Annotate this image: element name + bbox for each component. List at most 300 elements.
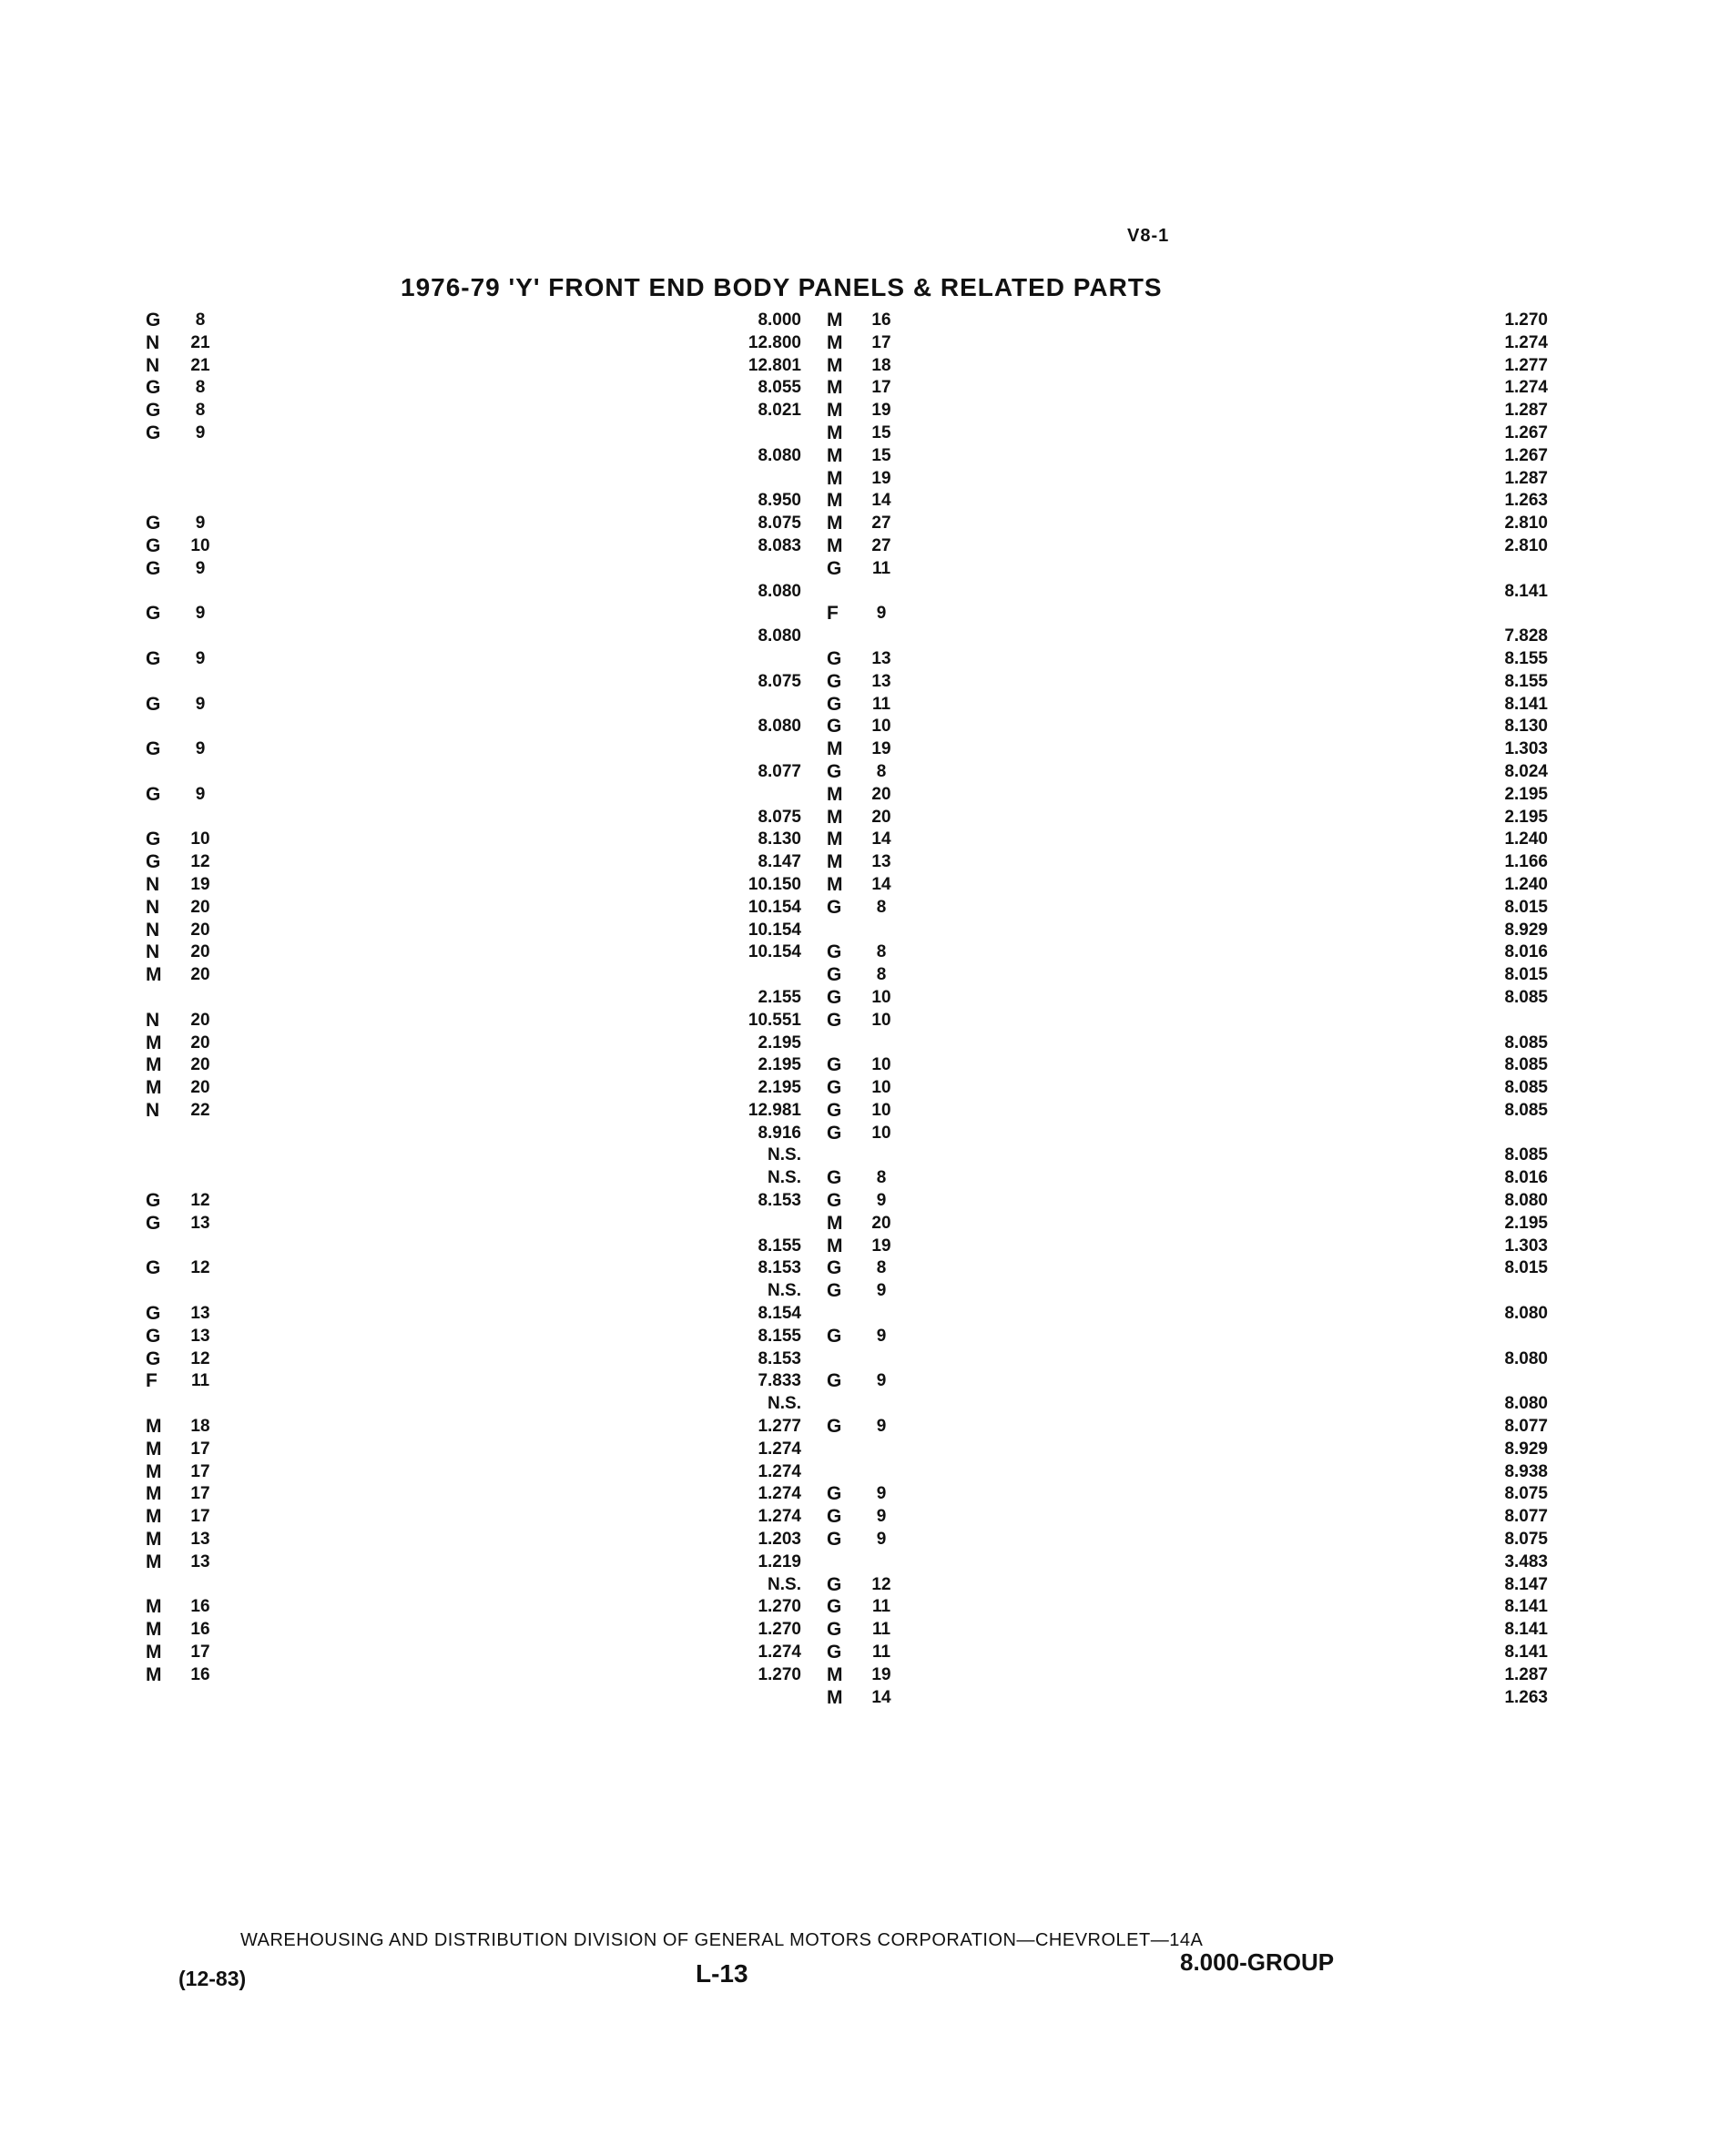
source-code: G	[827, 1506, 842, 1528]
group-number: 8.075	[758, 514, 801, 534]
group-number: 1.267	[1504, 445, 1548, 465]
source-code: N	[146, 896, 160, 918]
illustration-ref: 9	[876, 1417, 887, 1437]
parts-row	[146, 1123, 801, 1145]
group-number: 8.155	[1504, 648, 1548, 668]
source-code: M	[146, 1506, 162, 1528]
group-number: 7.833	[758, 1371, 801, 1391]
parts-row	[827, 964, 1548, 987]
group-number: 8.080	[1504, 1304, 1548, 1324]
group-number: 8.085	[1504, 1078, 1548, 1098]
parts-row	[146, 1642, 801, 1664]
illustration-ref: 14	[871, 1687, 891, 1707]
group-number: N.S.	[768, 1281, 801, 1301]
illustration-ref: 17	[190, 1461, 210, 1481]
source-code: M	[827, 873, 843, 895]
illustration-ref: 16	[190, 1597, 210, 1617]
source-code: G	[827, 1257, 842, 1279]
parts-row-continuation	[146, 671, 801, 694]
group-number: 1.274	[1504, 332, 1548, 352]
group-number: 8.153	[758, 1258, 801, 1278]
source-code: M	[827, 1663, 843, 1685]
group-number: 10.154	[748, 942, 801, 962]
illustration-ref: 9	[876, 604, 887, 624]
illustration-ref: 8	[876, 897, 887, 917]
group-number: 8.000	[758, 310, 801, 330]
footer-division: WAREHOUSING AND DISTRIBUTION DIVISION OF GENERAL MOTORS CORPORATION—CHEVROLET—14A	[240, 1930, 1204, 1950]
group-number: 12.800	[748, 332, 801, 352]
illustration-ref: 11	[871, 558, 891, 578]
group-number: 8.080	[758, 717, 801, 737]
group-number: 8.155	[758, 1326, 801, 1346]
parts-row	[146, 1303, 801, 1326]
source-code: M	[827, 513, 843, 534]
parts-row	[827, 986, 1548, 1010]
source-code: G	[827, 1642, 842, 1663]
parts-row	[146, 400, 801, 422]
illustration-ref: 8	[876, 1258, 887, 1278]
illustration-ref: 8	[195, 310, 206, 330]
illustration-ref: 21	[190, 332, 210, 352]
parts-row	[827, 760, 1548, 784]
group-number: 1.303	[1504, 1236, 1548, 1256]
source-code: M	[827, 1212, 843, 1234]
group-number: 1.303	[1504, 739, 1548, 759]
source-code: G	[146, 693, 161, 715]
group-number: 8.080	[1504, 1191, 1548, 1211]
illustration-ref: 20	[190, 897, 210, 917]
group-number: N.S.	[768, 1574, 801, 1594]
parts-row	[146, 920, 801, 942]
illustration-ref: 10	[871, 1078, 891, 1098]
source-code: G	[146, 829, 161, 850]
source-code: M	[146, 1551, 162, 1572]
source-code: G	[827, 647, 842, 669]
parts-row	[146, 1190, 801, 1213]
group-number: 8.075	[1504, 1484, 1548, 1504]
source-code: M	[146, 1483, 162, 1505]
group-number: 1.270	[1504, 310, 1548, 330]
source-code: M	[146, 1077, 162, 1099]
group-number: 8.024	[1504, 761, 1548, 781]
illustration-ref: 16	[871, 310, 891, 330]
illustration-ref: 10	[871, 1010, 891, 1030]
illustration-ref: 11	[871, 1642, 891, 1663]
illustration-ref: 21	[190, 355, 210, 375]
source-code: M	[827, 738, 843, 760]
source-code: G	[827, 760, 842, 782]
source-code: M	[827, 422, 843, 443]
parts-row	[827, 851, 1548, 874]
page-code: V8-1	[1127, 226, 1170, 246]
parts-row	[146, 1144, 801, 1167]
source-code: G	[827, 716, 842, 737]
parts-row	[827, 1529, 1548, 1551]
source-code: M	[146, 1460, 162, 1482]
parts-row	[827, 1257, 1548, 1280]
illustration-ref: 9	[195, 648, 206, 668]
illustration-ref: 8	[876, 965, 887, 985]
source-code: G	[146, 513, 161, 534]
illustration-ref: 9	[876, 1371, 887, 1391]
parts-row-continuation	[827, 1144, 1548, 1167]
group-number: 10.551	[748, 1010, 801, 1030]
group-number: 1.270	[758, 1664, 801, 1684]
parts-row	[146, 1439, 801, 1461]
source-code: M	[827, 1686, 843, 1708]
parts-row	[146, 1100, 801, 1123]
parts-row	[146, 310, 801, 332]
group-number: 2.155	[758, 987, 801, 1007]
illustration-ref: 27	[871, 514, 891, 534]
illustration-ref: 19	[871, 468, 891, 488]
group-number: 8.153	[758, 1191, 801, 1211]
parts-row	[827, 354, 1548, 378]
group-number: 8.021	[758, 401, 801, 421]
parts-row-continuation	[146, 581, 801, 604]
group-number: 10.150	[748, 874, 801, 894]
source-code: G	[146, 400, 161, 422]
group-number: 2.810	[1504, 535, 1548, 555]
parts-row	[827, 377, 1548, 400]
source-code: G	[146, 851, 161, 873]
parts-row	[827, 467, 1548, 491]
parts-row-continuation	[827, 1348, 1548, 1371]
illustration-ref: 13	[190, 1551, 210, 1571]
parts-row	[146, 377, 801, 400]
parts-row	[146, 1506, 801, 1529]
illustration-ref: 20	[190, 1078, 210, 1098]
parts-row	[146, 603, 801, 625]
illustration-ref: 19	[871, 1236, 891, 1256]
group-number: 7.828	[1504, 626, 1548, 646]
parts-row	[827, 670, 1548, 694]
group-number: 1.219	[758, 1551, 801, 1571]
group-number: 1.203	[758, 1530, 801, 1550]
source-code: G	[146, 647, 161, 669]
parts-row-continuation	[827, 1032, 1548, 1055]
source-code: N	[146, 331, 160, 353]
parts-row	[827, 1326, 1455, 1348]
group-number: 8.085	[1504, 987, 1548, 1007]
illustration-ref: 17	[190, 1507, 210, 1527]
illustration-ref: 8	[195, 401, 206, 421]
illustration-ref: 10	[871, 717, 891, 737]
group-number: 1.267	[1504, 422, 1548, 442]
source-code: M	[146, 1032, 162, 1053]
source-code: M	[146, 1596, 162, 1618]
group-number: 1.274	[1504, 378, 1548, 398]
source-code: G	[827, 1483, 842, 1505]
parts-row	[146, 513, 801, 535]
source-code: G	[146, 1348, 161, 1369]
source-code: G	[146, 422, 161, 443]
parts-row	[827, 310, 1548, 332]
source-code: G	[146, 1303, 161, 1325]
illustration-ref: 12	[190, 1348, 210, 1368]
group-number: 8.130	[1504, 717, 1548, 737]
illustration-ref: 13	[190, 1326, 210, 1346]
parts-row-continuation	[146, 625, 801, 648]
illustration-ref: 13	[190, 1304, 210, 1324]
parts-row	[146, 1461, 801, 1484]
illustration-ref: 10	[871, 1100, 891, 1120]
group-number: 8.077	[758, 761, 801, 781]
parts-row	[146, 1574, 801, 1597]
illustration-ref: 20	[871, 1213, 891, 1233]
source-code: M	[146, 1054, 162, 1076]
source-code: G	[827, 941, 842, 963]
source-code: M	[146, 1663, 162, 1685]
source-code: G	[146, 1325, 161, 1347]
illustration-ref: 9	[195, 558, 206, 578]
source-code: G	[827, 1416, 842, 1438]
group-number: 8.080	[1504, 1348, 1548, 1368]
group-number: 8.938	[1504, 1461, 1548, 1481]
source-code: M	[146, 964, 162, 986]
group-number: 1.287	[1504, 1664, 1548, 1684]
group-number: N.S.	[768, 1145, 801, 1165]
illustration-ref: 13	[871, 648, 891, 668]
group-number: 1.240	[1504, 829, 1548, 849]
illustration-ref: 10	[871, 987, 891, 1007]
group-number: 8.154	[758, 1304, 801, 1324]
group-number: 8.085	[1504, 1032, 1548, 1053]
source-code: M	[827, 490, 843, 512]
page-title: 1976-79 'Y' FRONT END BODY PANELS & RELATED PARTS	[401, 273, 1163, 301]
parts-row	[827, 1077, 1548, 1100]
parts-row-continuation	[146, 490, 801, 513]
source-code: M	[827, 467, 843, 489]
source-code: M	[146, 1529, 162, 1551]
parts-row	[827, 738, 1548, 761]
illustration-ref: 27	[871, 535, 891, 555]
illustration-ref: 10	[871, 1123, 891, 1143]
parts-row	[146, 1416, 801, 1439]
illustration-ref: 15	[871, 422, 891, 442]
parts-row	[146, 1326, 801, 1348]
group-number: 3.483	[1504, 1551, 1548, 1571]
source-code: M	[827, 400, 843, 422]
parts-row	[146, 1483, 801, 1506]
parts-row	[146, 874, 801, 897]
illustration-ref: 20	[190, 942, 210, 962]
parts-row	[827, 920, 1548, 942]
source-code: G	[827, 1167, 842, 1189]
parts-row-continuation	[146, 807, 801, 829]
illustration-ref: 12	[190, 1191, 210, 1211]
illustration-ref: 11	[190, 1371, 210, 1391]
parts-row	[827, 331, 1548, 355]
illustration-ref: 9	[876, 1326, 887, 1346]
illustration-ref: 20	[871, 784, 891, 804]
footer-page-number: L-13	[696, 1959, 748, 1988]
illustration-ref: 12	[190, 1258, 210, 1278]
illustration-ref: 9	[195, 514, 206, 534]
parts-row	[146, 1032, 801, 1055]
parts-row	[146, 1213, 801, 1236]
parts-row	[827, 693, 1548, 717]
group-number: 8.080	[758, 581, 801, 601]
parts-row-continuation	[146, 445, 801, 468]
source-code: M	[827, 444, 843, 466]
source-code: M	[827, 354, 843, 376]
parts-row	[827, 1686, 1548, 1710]
parts-row	[827, 1483, 1548, 1506]
parts-row	[827, 1461, 1548, 1484]
parts-row-continuation	[827, 1303, 1548, 1326]
source-code: G	[827, 1619, 842, 1641]
parts-row	[827, 558, 1455, 581]
group-number: 1.287	[1504, 468, 1548, 488]
illustration-ref: 10	[871, 1055, 891, 1075]
source-code: N	[146, 941, 160, 963]
parts-row-continuation	[146, 987, 801, 1010]
group-number: 1.240	[1504, 874, 1548, 894]
illustration-ref: 9	[876, 1191, 887, 1211]
source-code: M	[827, 1235, 843, 1256]
parts-row	[146, 1370, 801, 1393]
illustration-ref: 9	[876, 1530, 887, 1550]
group-number: 1.263	[1504, 1687, 1548, 1707]
parts-row	[827, 1235, 1548, 1258]
illustration-ref: 13	[190, 1530, 210, 1550]
group-number: 1.166	[1504, 852, 1548, 872]
group-number: 8.015	[1504, 897, 1548, 917]
illustration-ref: 16	[190, 1664, 210, 1684]
group-number: 8.055	[758, 378, 801, 398]
parts-row-continuation	[827, 625, 1548, 648]
source-code: G	[146, 738, 161, 760]
source-code: M	[146, 1416, 162, 1438]
parts-row	[146, 1596, 801, 1619]
group-number: 8.155	[758, 1236, 801, 1256]
group-number: 12.981	[748, 1100, 801, 1120]
parts-row	[146, 558, 801, 581]
source-code: G	[146, 377, 161, 399]
parts-row	[827, 1099, 1548, 1123]
parts-row	[827, 1370, 1455, 1393]
parts-row-continuation	[827, 581, 1548, 604]
source-code: M	[827, 331, 843, 353]
group-number: 1.270	[758, 1620, 801, 1640]
source-code: G	[146, 1257, 161, 1279]
group-number: 12.801	[748, 355, 801, 375]
group-number: 8.016	[1504, 1168, 1548, 1188]
group-number: 2.195	[758, 1055, 801, 1075]
parts-row	[827, 1439, 1548, 1461]
source-code: M	[827, 829, 843, 850]
illustration-ref: 17	[190, 1484, 210, 1504]
parts-row	[827, 534, 1548, 558]
illustration-ref: 20	[190, 1032, 210, 1053]
parts-row	[827, 1212, 1548, 1236]
group-number: 8.015	[1504, 965, 1548, 985]
illustration-ref: 9	[876, 1281, 887, 1301]
parts-row	[827, 1506, 1548, 1529]
source-code: N	[146, 354, 160, 376]
source-code: G	[827, 1099, 842, 1121]
source-code: G	[146, 534, 161, 556]
source-code: M	[146, 1438, 162, 1459]
illustration-ref: 20	[190, 920, 210, 940]
illustration-ref: 19	[190, 874, 210, 894]
parts-row	[146, 784, 801, 807]
parts-row	[146, 1551, 801, 1574]
parts-row	[146, 738, 801, 761]
parts-row	[827, 422, 1548, 445]
group-number: 1.274	[758, 1507, 801, 1527]
source-code: G	[827, 1054, 842, 1076]
source-code: G	[827, 1573, 842, 1595]
parts-row	[827, 513, 1548, 535]
group-number: 8.077	[1504, 1507, 1548, 1527]
illustration-ref: 18	[871, 355, 891, 375]
source-code: G	[827, 1325, 842, 1347]
parts-row	[146, 941, 801, 964]
parts-row-continuation	[146, 761, 801, 784]
illustration-ref: 8	[876, 942, 887, 962]
source-code: G	[827, 986, 842, 1008]
illustration-ref: 19	[871, 739, 891, 759]
parts-row	[146, 355, 801, 378]
illustration-ref: 9	[195, 604, 206, 624]
illustration-ref: 20	[190, 1010, 210, 1030]
group-number: 10.154	[748, 920, 801, 940]
group-number: 8.147	[758, 852, 801, 872]
parts-row	[827, 1054, 1548, 1077]
group-number: 8.141	[1504, 1642, 1548, 1663]
source-code: M	[827, 851, 843, 873]
parts-row	[827, 1663, 1548, 1687]
group-number: 8.147	[1504, 1574, 1548, 1594]
group-number: 1.277	[758, 1417, 801, 1437]
parts-row	[146, 1054, 801, 1077]
illustration-ref: 11	[871, 1620, 891, 1640]
source-code: G	[146, 1212, 161, 1234]
source-code: G	[827, 670, 842, 692]
parts-row	[827, 647, 1548, 671]
parts-row	[146, 897, 801, 920]
illustration-ref: 19	[871, 401, 891, 421]
source-code: G	[827, 1122, 842, 1144]
illustration-ref: 22	[190, 1100, 210, 1120]
group-number: 2.195	[758, 1078, 801, 1098]
parts-row	[827, 400, 1548, 422]
source-code: G	[827, 1596, 842, 1618]
parts-row	[827, 783, 1548, 807]
source-code: G	[146, 783, 161, 805]
parts-row	[146, 851, 801, 874]
group-number: 1.274	[758, 1642, 801, 1663]
parts-row	[827, 1123, 1455, 1145]
source-code: G	[827, 896, 842, 918]
illustration-ref: 19	[871, 1664, 891, 1684]
parts-row	[146, 1348, 801, 1371]
parts-row	[146, 1167, 801, 1190]
illustration-ref: 12	[190, 852, 210, 872]
source-code: G	[827, 1190, 842, 1212]
source-code: F	[827, 603, 839, 625]
parts-row	[827, 603, 1455, 625]
illustration-ref: 10	[190, 535, 210, 555]
illustration-ref: 11	[871, 694, 891, 714]
parts-row	[146, 1529, 801, 1551]
source-code: G	[827, 1370, 842, 1392]
parts-row-continuation	[146, 1236, 801, 1258]
source-code: G	[146, 1190, 161, 1212]
illustration-ref: 20	[190, 965, 210, 985]
